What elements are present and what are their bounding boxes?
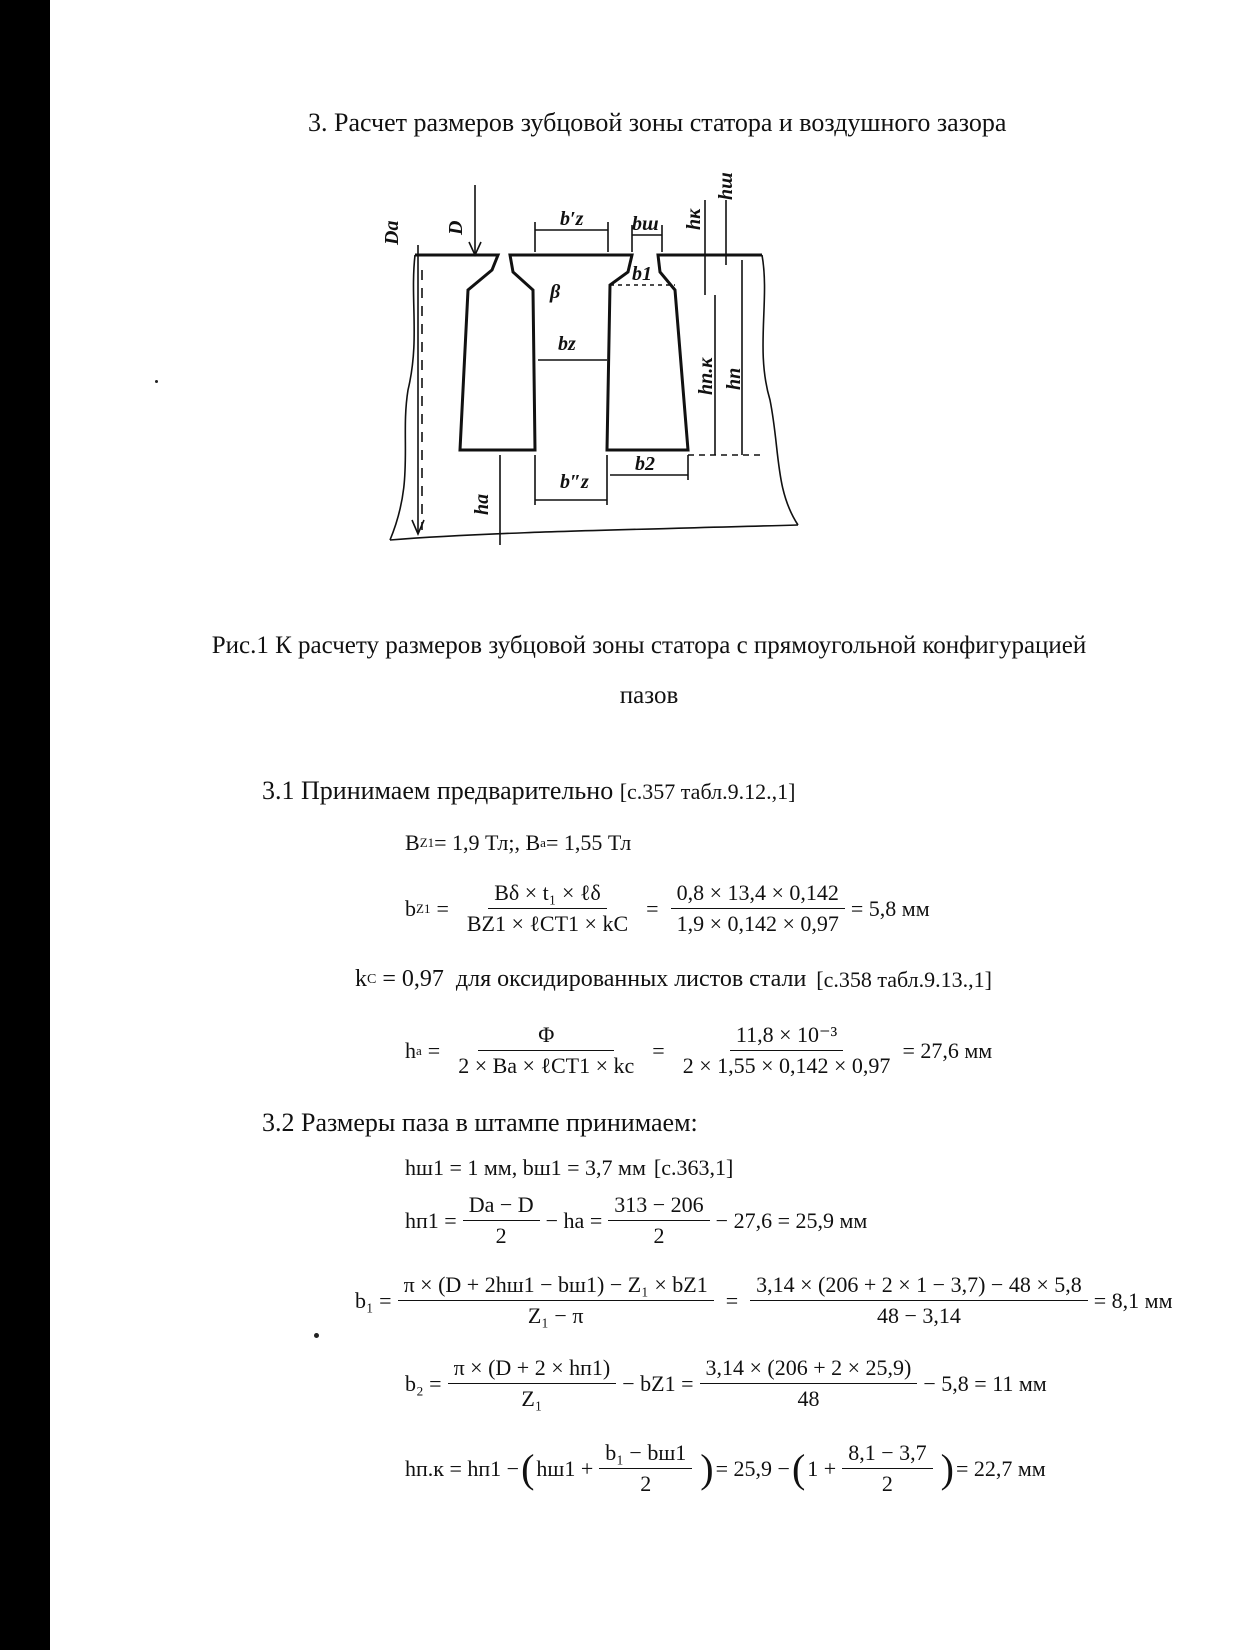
figure-caption-line2: пазов: [619, 682, 679, 709]
formula-b1: b₁ = $\frac{\text{π × (D + 2hш1 − bш1) − Z₁ × bZ1}}{\text{Z₁ − π}}$ = $\frac{3,14 \times (206 + 2 \times 1 - 3,7) - 48 \times 5,8}{48 - 3,14}$ = 8,1 мм: [355, 1272, 1173, 1328]
stator-slot-diagram: [370, 160, 810, 560]
formula-hpk: hп.к = hп1 − ( hш1 + $\frac{\text{b₁ − bш1}}{2}$ ) = 25,9 − ( 1 + $\frac{8,1 - 3,7}{2}$ ) = 22,7 мм: [405, 1440, 1046, 1496]
label-bz-prime: b′z: [560, 208, 584, 230]
label-b1: b1: [632, 263, 652, 285]
scan-speck: [155, 380, 158, 383]
label-hp: hп: [723, 367, 745, 390]
formula-hp1: hп1 = $\frac{Da - D}{2}$ − ha = $\frac{313 - 206}{2}$ − 27,6 = 25,9 мм: [405, 1192, 868, 1248]
label-Da: Da: [381, 220, 403, 245]
formula-ha: h a = $\frac{\Phi}{\text{2 × Ba × ℓCT1 × kc}}$ = $\frac{\text{11,8 × 10⁻³}}{2 \times 1,55 \times 0,142 \times 0,97}$ = 27,6 мм: [405, 1022, 993, 1078]
heading-ref: [с.357 табл.9.12.,1]: [619, 779, 796, 804]
scan-speck: [314, 1333, 319, 1338]
label-D: D: [445, 220, 467, 235]
section-3-1-heading: [262, 776, 795, 806]
label-ha: ha: [471, 493, 493, 515]
label-bsh: bш: [632, 213, 659, 235]
label-bz-dprime: b″z: [560, 471, 589, 493]
label-hsh: hш: [715, 172, 737, 200]
section-3-2-heading: 3.2 Размеры паза в штампе принимаем:: [262, 1108, 698, 1137]
section-title: 3. Расчет размеров зубцовой зоны статора и воздушного зазора: [308, 108, 1007, 137]
label-hk: hк: [683, 208, 705, 230]
label-hpk: hп.к: [695, 357, 717, 395]
formula-b2: b₂ = $\frac{\pi \times (D + 2 \times hп1)}{\text{Z₁}}$ − bZ1 = $\frac{3,14 \times (206 + 2 \times 25,9)}{48}$ − 5,8 = 11 мм: [405, 1355, 1047, 1411]
induction-values: B Z1 = 1,9 Тл;, B a = 1,55 Тл: [405, 830, 632, 855]
label-b2: b2: [635, 453, 655, 475]
label-bz: bz: [558, 333, 576, 355]
label-beta: β: [550, 281, 561, 303]
formula-bz1: b Z1 = $\frac{\text{Bδ × t₁ × ℓδ}}{\text{BZ1 × ℓCT1 × kC}}$ = $\frac{0,8 \times 13,4 \times 0,142}{1,9 \times 0,142 \times 0,97}$ = 5,8 мм: [405, 880, 930, 936]
kc-line: k C = 0,97 для оксидированных листов стали [с.358 табл.9.13.,1]: [355, 966, 992, 992]
scan-black-edge: [0, 0, 50, 1650]
slot-hsh-bsh: hш1 = 1 мм, bш1 = 3,7 мм [с.363,1]: [405, 1155, 734, 1180]
figure-caption-line1: Рис.1 К расчету размеров зубцовой зоны статора с прямоугольной конфигурацией: [211, 632, 1087, 659]
heading-text: 3.1 Принимаем предварительно: [262, 776, 614, 805]
